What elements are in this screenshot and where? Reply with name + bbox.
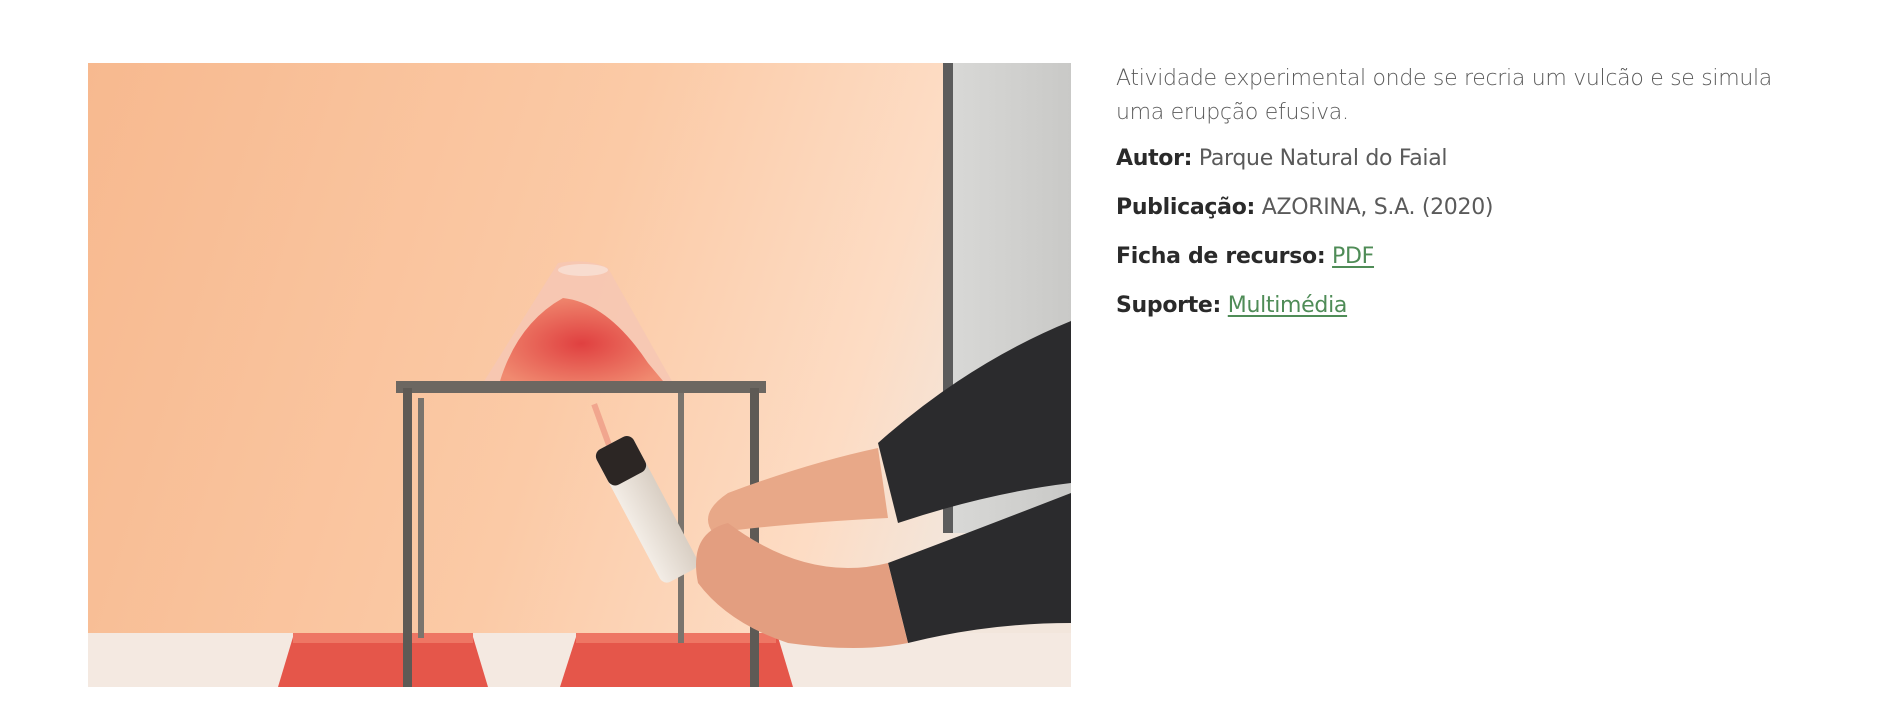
resource-sheet-label: Ficha de recurso: (1116, 244, 1326, 269)
multimedia-link[interactable]: Multimédia (1227, 293, 1348, 318)
author-value: Parque Natural do Faial (1198, 146, 1448, 171)
author-row (1116, 142, 1816, 176)
support-label: Suporte: (1116, 293, 1222, 318)
resource-description: Atividade experimental onde se recria um vulcão e se simula uma erupção efusiva. (1116, 66, 1772, 125)
support-row (1116, 289, 1816, 323)
author-label: Autor: (1116, 146, 1193, 171)
publication-value: AZORINA, S.A. (2020) (1261, 195, 1494, 220)
publication-label: Publicação: (1116, 195, 1256, 220)
resource-sheet-row (1116, 240, 1816, 274)
pdf-link[interactable]: PDF (1332, 244, 1375, 269)
publication-row (1116, 191, 1816, 225)
resource-info (1116, 62, 1816, 338)
resource-image (88, 63, 1071, 687)
